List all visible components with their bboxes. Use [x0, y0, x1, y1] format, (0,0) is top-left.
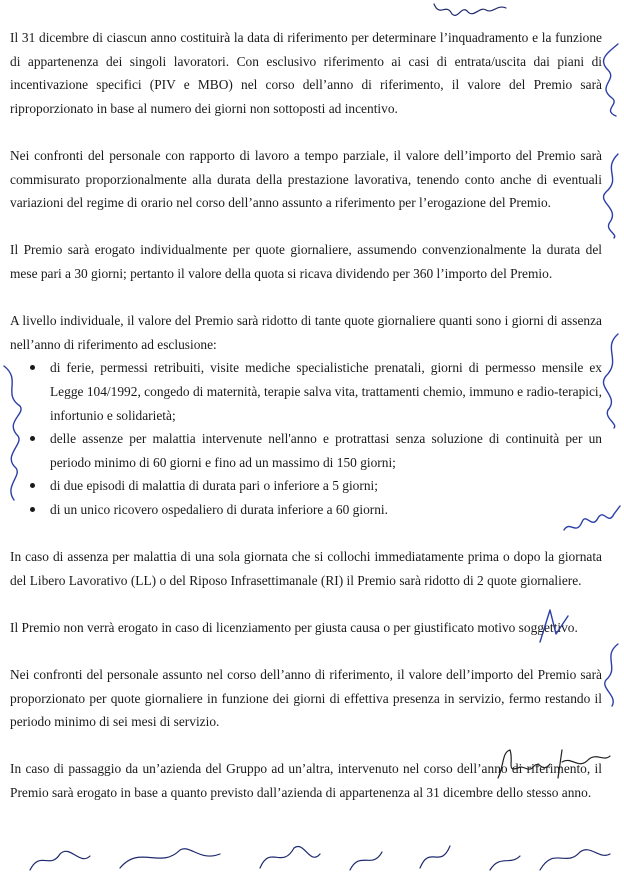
- paragraph-new-hires: Nei confronti del personale assunto nel corso dell’anno di riferimento, il valore dell’importo del Premio sarà proporzionato per quote giornaliere in funzione dei giorni di effettiva presenza in servizio, fermo restando il periodo minimo di sei mesi di servizio.: [10, 667, 602, 730]
- initials-right-3: [594, 330, 624, 430]
- exclusions-list: [10, 356, 602, 521]
- paragraph-reference-date: Il 31 dicembre di ciascun anno costituirà la data di riferimento per determinare l’inquadramento e la funzione di appartenenza dei singoli lavoratori. Con esclusivo riferimento ai casi di entrata/uscita dai piani di incentivazione specifici (PIV e MBO) nel corso dell’anno di riferimento, il valore del Premio sarà riproporzionato in base al numero dei giorni non sottoposti ad incentivo.: [10, 30, 602, 116]
- paragraph-part-time: Nei confronti del personale con rapporto di lavoro a tempo parziale, il valore dell’importo del Premio sarà commisurato proporzionalmente alla durata della prestazione lavorativa, tenendo conto anche di eventuali variazioni del regime di orario nel corso dell’anno assunto a riferimento per l’erogazione del Premio.: [10, 147, 602, 211]
- initials-right-2: [592, 150, 624, 240]
- list-item: di ferie, permessi retribuiti, visite mediche specialistiche prenatali, giorni di permesso mensile ex Legge 104/1992, congedo di maternità, terapie salva vita, trattamenti chemio, immuno e radio-terapici, infortunio e solidarietà;: [50, 356, 602, 427]
- list-item: di due episodi di malattia di durata pari o inferiore a 5 giorni;: [50, 474, 602, 498]
- paragraph-reductions: A livello individuale, il valore del Premio sarà ridotto di tante quote giornaliere quanti sono i giorni di assenza nell’anno di riferimento ad esclusione:: [10, 313, 602, 352]
- signature-bottom-right: [492, 742, 616, 784]
- initials-right-4: [560, 500, 624, 542]
- signatures-footer: [20, 840, 620, 875]
- list-item: delle assenze per malattia intervenute nell'anno e protrattasi senza soluzione di continuità per un periodo minimo di 60 giorni e fino ad un massimo di 150 giorni;: [50, 427, 602, 474]
- list-item: di un unico ricovero ospedaliero di durata inferiore a 60 giorni.: [50, 498, 602, 522]
- initials-right-5: [596, 640, 624, 710]
- initials-right-1: [588, 40, 624, 120]
- initials-left: [0, 360, 30, 510]
- document-body: [10, 26, 602, 828]
- signature-top: [430, 0, 510, 22]
- paragraph-single-day-illness: In caso di assenza per malattia di una sola giornata che si collochi immediatamente prima o dopo la giornata del Libero Lavorativo (LL) o del Riposo Infrasettimanale (RI) il Premio sarà ridotto di 2 quote giornaliere.: [10, 549, 602, 588]
- paragraph-daily-quotas: Il Premio sarà erogato individualmente per quote giornaliere, assumendo convenzionalmente la durata del mese pari a 30 giorni; pertanto il valore della quota si ricava dividendo per 360 l’importo del Premio.: [10, 242, 602, 281]
- paragraph-dismissal: Il Premio non verrà erogato in caso di licenziamento per giusta causa o per giustificato motivo soggettivo.: [10, 619, 578, 635]
- initials-mid-right: [534, 604, 574, 646]
- paragraph-company-transfer: In caso di passaggio da un’azienda del Gruppo ad un’altra, intervenuto nel corso dell’anno di riferimento, il Premio sarà erogato in base a quanto previsto dall’azienda di appartenenza al 31 dicembre dello stesso anno.: [10, 761, 602, 800]
